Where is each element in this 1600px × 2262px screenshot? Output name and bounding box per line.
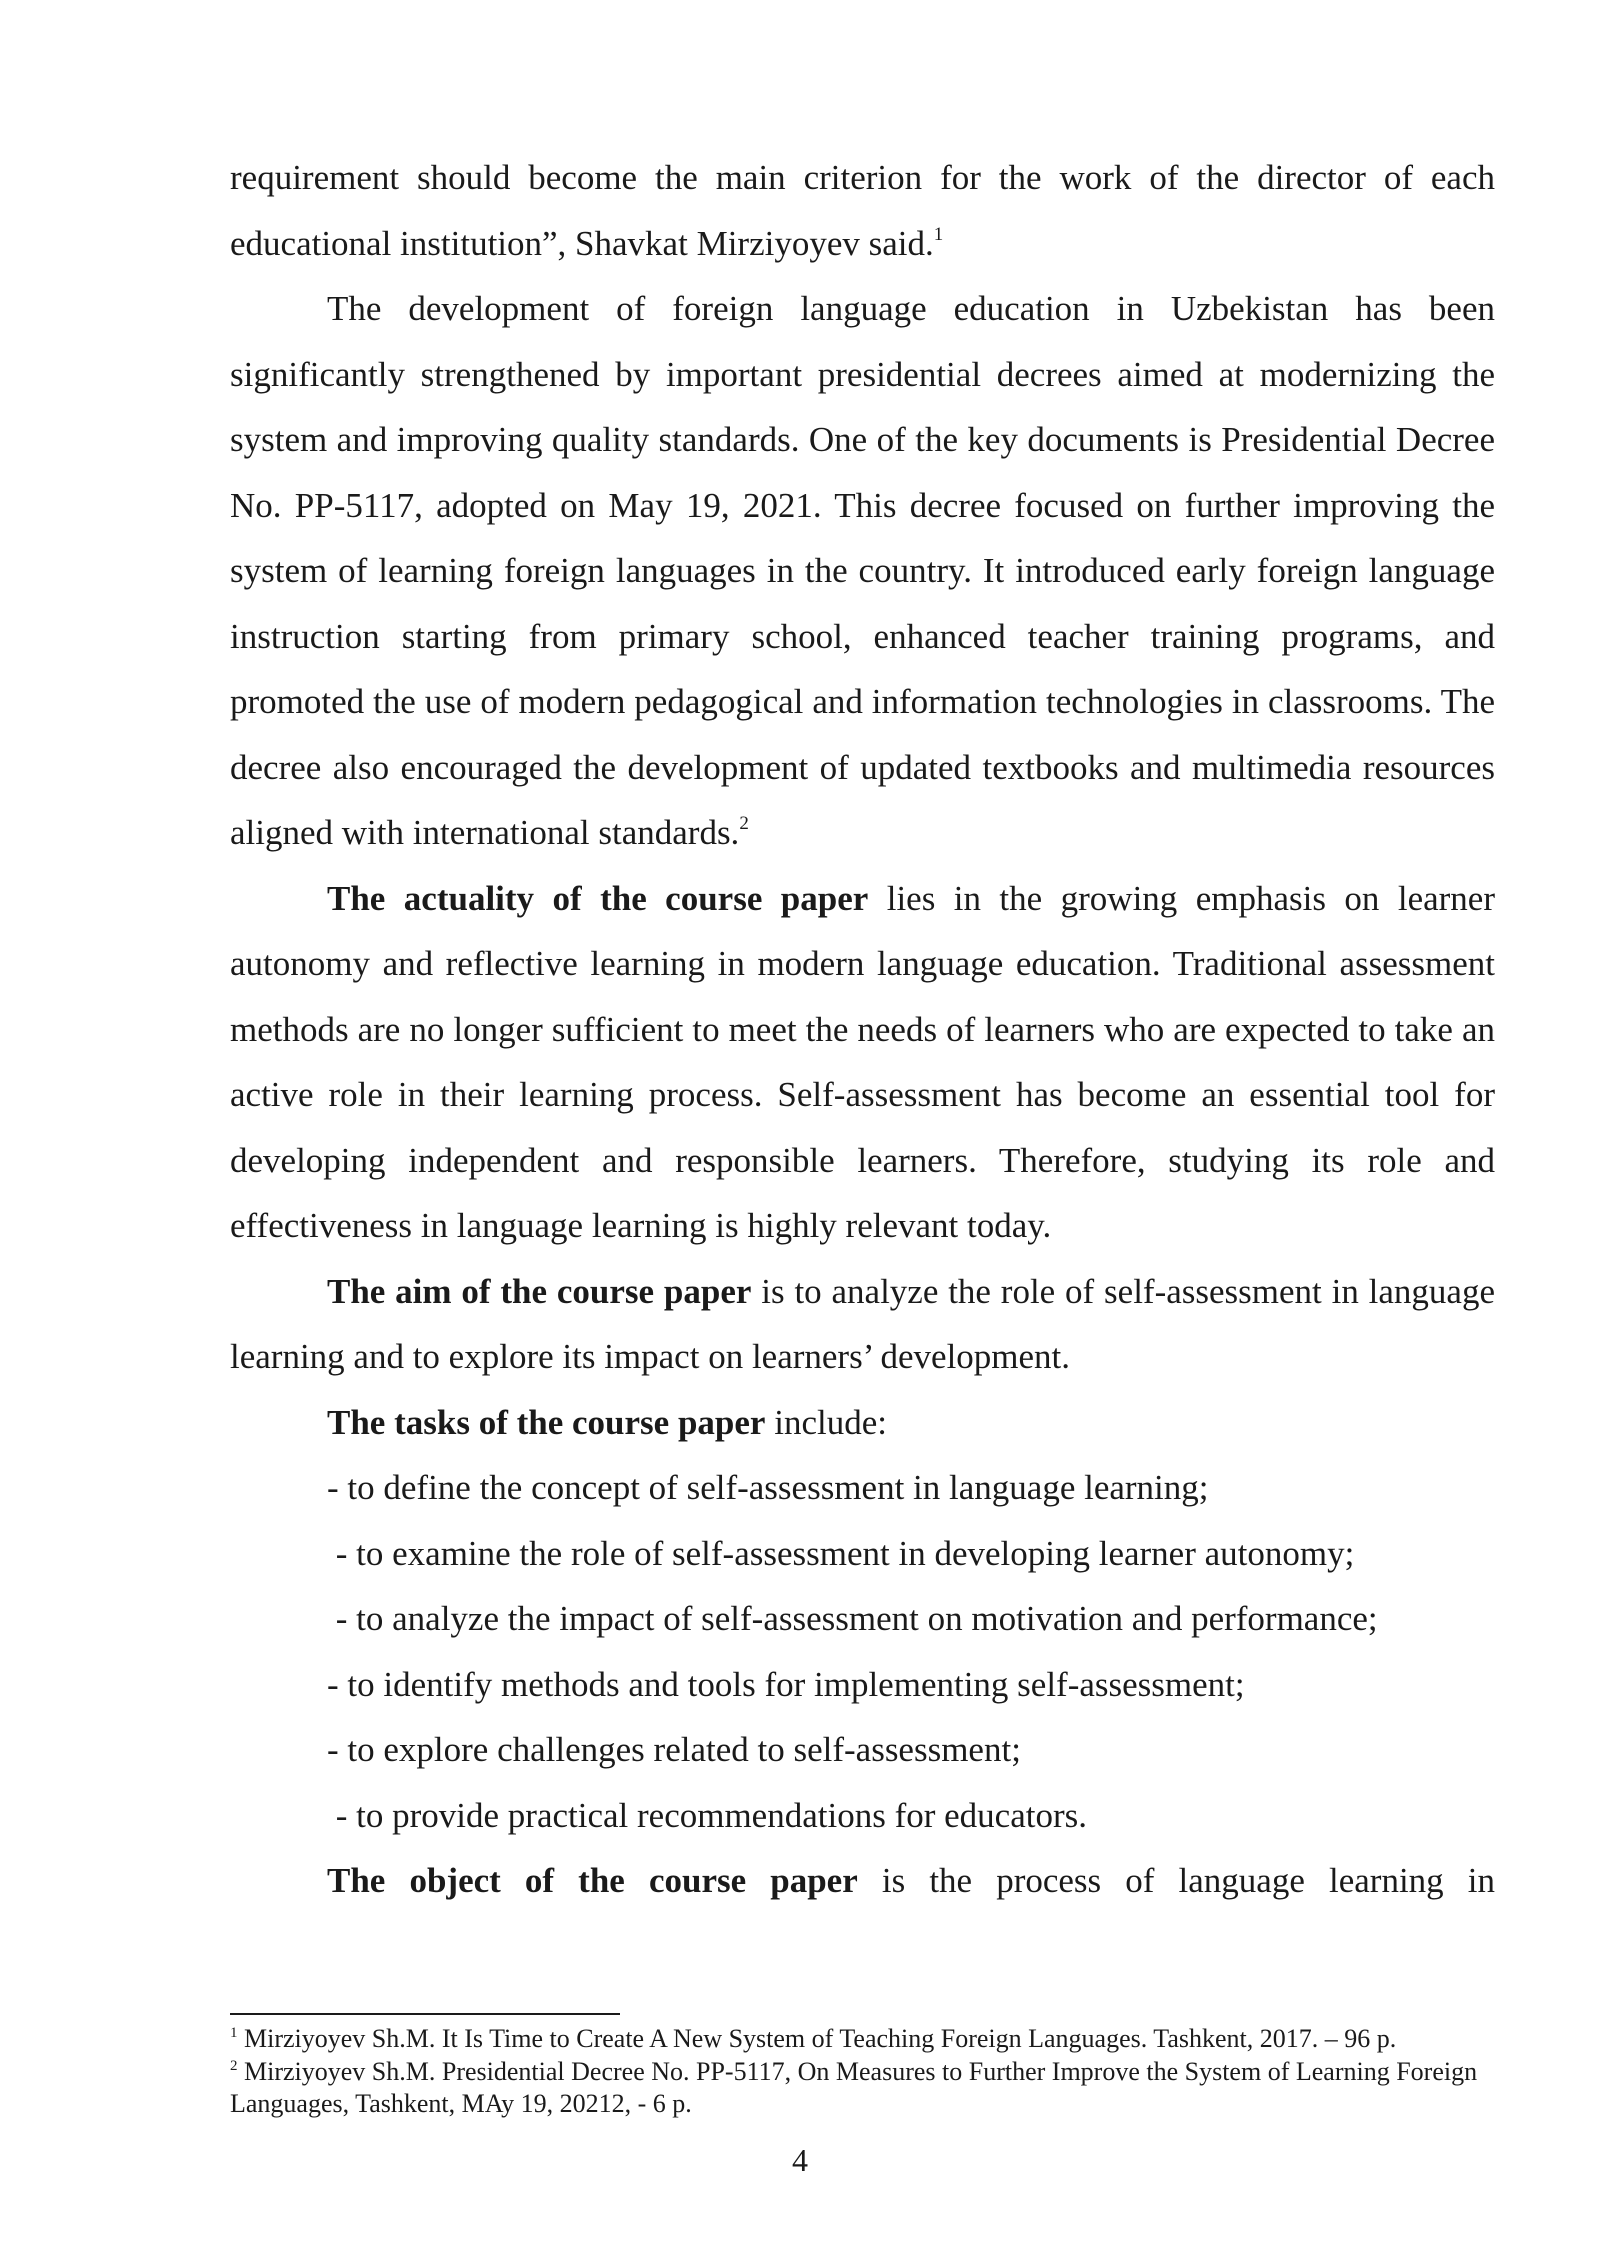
document-body [230, 145, 1495, 1914]
footnote-separator [230, 2013, 620, 2015]
task-list-item: - to analyze the impact of self-assessment on motivation and performance; [327, 1599, 1378, 1638]
footnote-reference[interactable]: 1 [933, 223, 944, 245]
section-term-aim: The aim of the course paper [327, 1271, 752, 1311]
section-term-object: The object of the course paper [327, 1861, 858, 1900]
section-term-tasks: The tasks of the course paper [327, 1402, 766, 1442]
paragraph-text: is to analyze the role of self-assessment in language learning and to explore its impact on learners’ development. [230, 1271, 1495, 1376]
paragraph-decree [230, 276, 1495, 866]
footnote-1 [230, 2023, 1495, 2056]
footnotes [230, 2023, 1495, 2121]
task-list-item: - to examine the role of self-assessment in developing learner autonomy; [327, 1533, 1355, 1573]
paragraph-tasks [230, 1390, 1495, 1456]
section-term-actuality: The actuality of the course paper [327, 878, 869, 918]
paragraph-text: is the process of language learning in [857, 1861, 1495, 1900]
footnote-number: 1 [230, 2025, 238, 2041]
task-list-item: - to identify methods and tools for implementing self-assessment; [327, 1664, 1245, 1704]
task-list-item: - to define the concept of self-assessment in language learning; [327, 1468, 1209, 1507]
paragraph-text: lies in the growing emphasis on learner autonomy and reflective learning in modern language education. Traditional assessment methods are no longer sufficient to meet the needs of learners who are expected to take an active role in their learning process. Self-assessment has become an essential tool for developing independent and responsible learners. Therefore, studying its role and effectiveness in language learning is highly relevant today. [230, 878, 1495, 1245]
footnote-reference[interactable]: 2 [739, 813, 749, 834]
paragraph-text: include: [765, 1402, 887, 1442]
paragraph-quote-ending [230, 145, 1495, 276]
paragraph-actuality [230, 866, 1495, 1259]
page-number: 4 [792, 2142, 808, 2178]
task-list-item: - to provide practical recommendations for educators. [327, 1795, 1087, 1835]
paragraph-text: The development of foreign language education in Uzbekistan has been significantly strengthened by important presidential decrees aimed at modernizing the system and improving quality standards. One of the key documents is Presidential Decree No. PP-5117, adopted on May 19, 2021. This decree focused on further improving the system of learning foreign languages in the country. It introduced early foreign language instruction starting from primary school, enhanced teacher training programs, and promoted the use of modern pedagogical and information technologies in classrooms. The decree also encouraged the development of updated textbooks and multimedia resources aligned with international standards. [230, 289, 1495, 852]
footnote-number: 2 [230, 2057, 238, 2074]
footnote-text: Mirziyoyev Sh.M. It Is Time to Create A New System of Teaching Foreign Languages. Tashkent, 2017. – 96 p. [237, 2024, 1397, 2053]
footnote-2 [230, 2056, 1495, 2121]
paragraph-aim [230, 1259, 1495, 1390]
task-list-item: - to explore challenges related to self-assessment; [327, 1730, 1021, 1769]
footnote-text: Mirziyoyev Sh.M. Presidential Decree No. PP-5117, On Measures to Further Improve the System of Learning Foreign Languages, Tashkent, MAy 19, 20212, - 6 p. [230, 2056, 1478, 2118]
paragraph-object [230, 1848, 1495, 1914]
paragraph-text: requirement should become the main criterion for the work of the director of each educational institution”, Shavkat Mirziyoyev said. [230, 158, 1495, 263]
